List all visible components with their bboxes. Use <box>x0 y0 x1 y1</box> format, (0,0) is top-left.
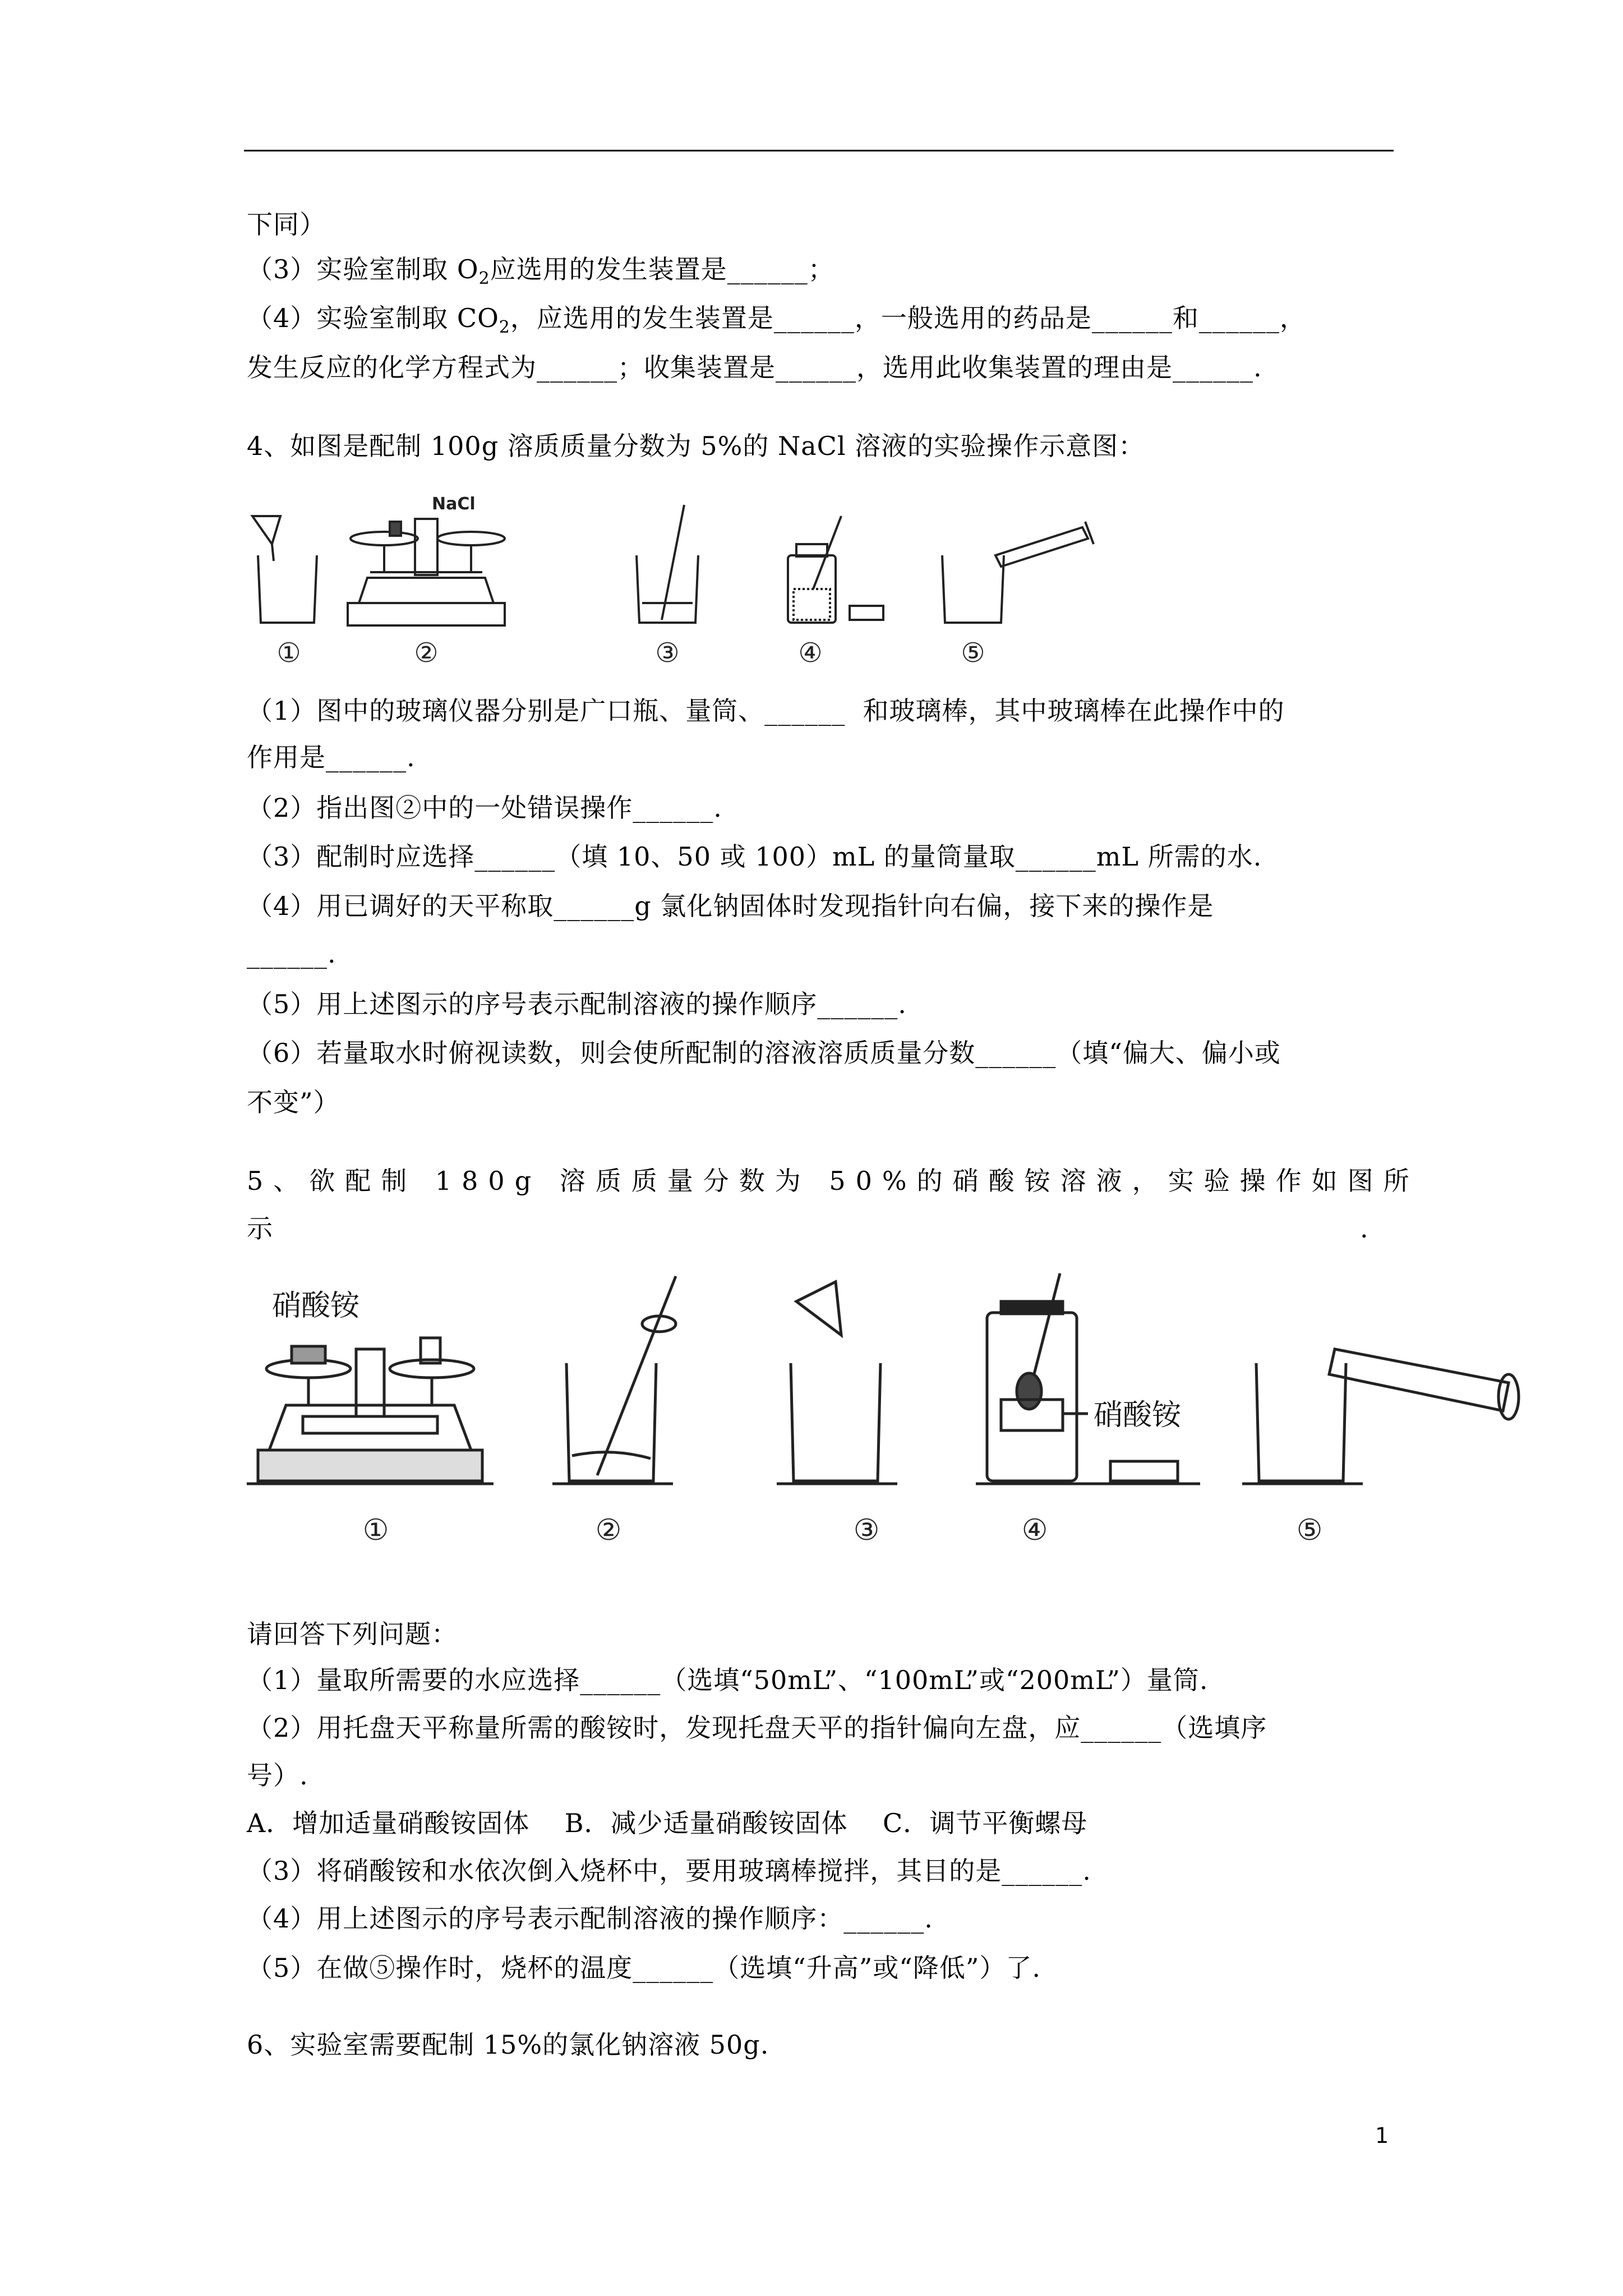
q5-part2: （2）用托盘天平称量所需的酸铵时，发现托盘天平的指针偏向左盘，应______（选填序 <box>247 1713 1267 1743</box>
q5-part2-cont: 号）. <box>247 1760 308 1791</box>
q4-part6-cont: 不变”） <box>247 1087 340 1117</box>
q5-step-label-4: ④ <box>1021 1513 1048 1547</box>
q6-title: 6、实验室需要配制 15%的氯化钠溶液 50g. <box>247 2030 769 2060</box>
q4-part6: （6）若量取水时俯视读数，则会使所配制的溶液溶质质量分数______（填“偏大、偏小或 <box>247 1038 1281 1068</box>
q5-label-jar: 硝酸铵 <box>1094 1398 1182 1432</box>
q4-beaker-funnel-icon <box>252 516 317 623</box>
q4-beaker-rod-icon <box>637 505 698 623</box>
q5-figure <box>247 1265 1537 1568</box>
q4-part5: （5）用上述图示的序号表示配制溶液的操作顺序______. <box>247 989 907 1019</box>
q5-part1: （1）量取所需要的水应选择______（选填“50mL”、“100mL”或“200mL”）量筒. <box>247 1665 1209 1695</box>
q4-balance-icon <box>348 519 505 625</box>
q3-line-1: 下同） <box>247 209 326 240</box>
q4-part1-cont: 作用是______. <box>247 742 416 772</box>
q5-label-top: 硝酸铵 <box>272 1289 360 1323</box>
q4-step-label-2: ② <box>414 637 439 669</box>
q4-title: 4、如图是配制 100g 溶质质量分数为 5%的 NaCl 溶液的实验操作示意图： <box>247 431 1145 461</box>
q5-step-label-1: ① <box>362 1513 389 1547</box>
q4-step-label-4: ④ <box>798 637 823 669</box>
q5-beaker-rod-icon <box>566 1276 676 1481</box>
q4-part4-cont: ______. <box>247 938 336 969</box>
q4-pour-cylinder-icon <box>942 522 1094 623</box>
q4-step-label-3: ③ <box>655 637 680 669</box>
q5-beaker-funnel-icon <box>791 1282 880 1481</box>
q5-options: A．增加适量硝酸铵固体 B．减少适量硝酸铵固体 C．调节平衡螺母 <box>247 1808 1088 1838</box>
q4-step-label-1: ① <box>276 637 301 669</box>
q5-part5: （5）在做⑤操作时，烧杯的温度______（选填“升高”或“降低”）了. <box>247 1953 1041 1983</box>
q5-balance-icon <box>258 1338 482 1481</box>
q3-part4-cont: 发生反应的化学方程式为______；收集装置是______，选用此收集装置的理由是______. <box>247 352 1262 383</box>
page-number: 1 <box>1375 2123 1389 2148</box>
q3-part3: （3）实验室制取 $O_2$应选用的发生装置是______； <box>247 254 834 288</box>
q3-part4: （4）实验室制取 $CO_2$，应选用的发生装置是______，一般选用的药品是______和______， <box>247 303 1306 337</box>
q5-pour-cylinder-icon <box>1256 1349 1519 1481</box>
q5-part3: （3）将硝酸铵和水依次倒入烧杯中，要用玻璃棒搅拌，其目的是______. <box>247 1856 1091 1886</box>
q5-step-label-2: ② <box>595 1513 622 1547</box>
q4-nacl-label: NaCl <box>432 494 476 514</box>
q4-jar-spoon-icon <box>788 516 883 623</box>
q4-part1: （1）图中的玻璃仪器分别是广口瓶、量筒、______ 和玻璃棒，其中玻璃棒在此操作中的 <box>247 696 1285 726</box>
q5-jar-spoon-icon <box>987 1273 1178 1481</box>
q5-title-dot: . <box>1360 1213 1369 1244</box>
q5-step-label-3: ③ <box>853 1513 880 1547</box>
q5-part4: （4）用上述图示的序号表示配制溶液的操作顺序：______. <box>247 1903 933 1934</box>
q5-title-cont: 示 <box>247 1213 273 1244</box>
q4-part2: （2）指出图②中的一处错误操作______. <box>247 793 722 823</box>
q5-step-label-5: ⑤ <box>1296 1513 1323 1547</box>
q4-part4: （4）用已调好的天平称取______g 氯化钠固体时发现指针向右偏，接下来的操作是 <box>247 891 1214 921</box>
q5-intro: 请回答下列问题： <box>247 1619 458 1649</box>
q4-figure <box>247 482 1144 684</box>
q4-part3: （3）配制时应选择______（填 10、50 或 100）mL 的量筒量取______mL 所需的水. <box>247 841 1262 872</box>
q4-step-label-5: ⑤ <box>961 637 985 669</box>
header-rule <box>244 150 1394 151</box>
q5-title: 5、欲配制 180g 溶质质量分数为 50%的硝酸铵溶液，实验操作如图所 <box>247 1166 1419 1196</box>
